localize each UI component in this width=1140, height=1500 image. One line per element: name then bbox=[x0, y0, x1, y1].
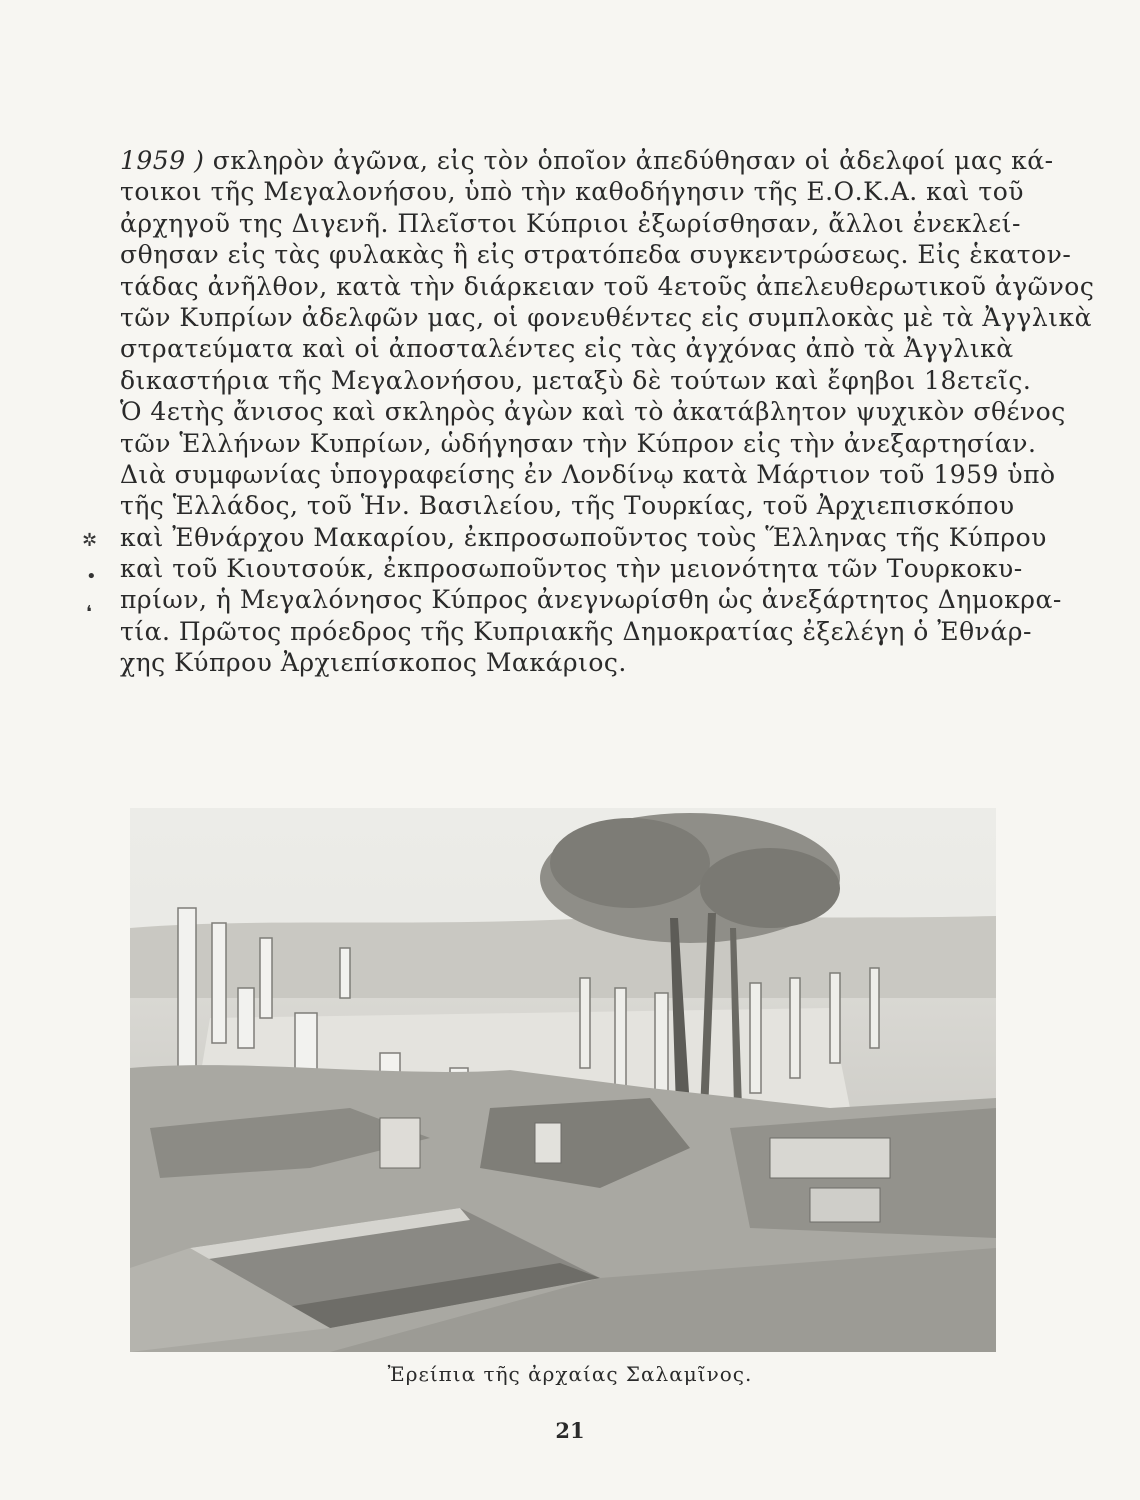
margin-asterisk-mark: ✲ bbox=[82, 530, 98, 551]
text-line: τῶν Κυπρίων ἀδελφῶν μας, οἱ φονευθέντες εἰς συμπλοκὰς μὲ τὰ Ἀγγλικὰ bbox=[120, 302, 1092, 332]
text-line: τία. Πρῶτος πρόεδρος τῆς Κυπριακῆς Δημοκρατίας ἐξελέγη ὁ Ἐθνάρ- bbox=[120, 616, 1032, 646]
text-line: Διὰ συμφωνίας ὑπογραφείσης ἐν Λονδίνῳ κατὰ Μάρτιον τοῦ 1959 ὑπὸ bbox=[120, 459, 1056, 489]
text-line: στρατεύματα καὶ οἱ ἀποσταλέντες εἰς τὰς ἀγχόνας ἀπὸ τὰ Ἀγγλικὰ bbox=[120, 334, 1014, 364]
margin-marks bbox=[80, 530, 110, 640]
text-line: χης Κύπρου Ἀρχιεπίσκοπος Μακάριος. bbox=[120, 648, 627, 678]
text-line: τῆς Ἑλλάδος, τοῦ Ἡν. Βασιλείου, τῆς Τουρκίας, τοῦ Ἀρχιεπισκόπου bbox=[120, 491, 1015, 521]
ruins-photograph bbox=[130, 808, 996, 1352]
text-line: ἀρχηγοῦ της Διγενῆ. Πλεῖστοι Κύπριοι ἐξωρίσθησαν, ἄλλοι ἐνεκλεί- bbox=[120, 208, 1021, 238]
text-line: δικαστήρια τῆς Μεγαλονήσου, μεταξὺ δὲ τούτων καὶ ἔφηβοι 18ετεῖς. bbox=[120, 365, 1032, 395]
text-line: καὶ Ἐθνάρχου Μακαρίου, ἐκπροσωποῦντος τοὺς Ἕλληνας τῆς Κύπρου bbox=[120, 522, 1047, 552]
text-line: σθησαν εἰς τὰς φυλακὰς ἢ εἰς στρατόπεδα συγκεντρώσεως. Εἰς ἑκατον- bbox=[120, 240, 1072, 270]
year-reference: 1959 ) bbox=[120, 146, 205, 175]
body-text bbox=[120, 145, 1095, 679]
photo-caption: Ἐρείπια τῆς ἀρχαίας Σαλαμῖνος. bbox=[387, 1362, 753, 1386]
text-line: τῶν Ἑλλήνων Κυπρίων, ὡδήγησαν τὴν Κύπρον εἰς τὴν ἀνεξαρτησίαν. bbox=[120, 428, 1037, 458]
page-number: 21 bbox=[555, 1418, 585, 1443]
margin-dot-mark: • bbox=[86, 566, 97, 587]
text-line: τάδας ἀνῆλθον, κατὰ τὴν διάρκειαν τοῦ 4ετοῦς ἀπελευθερωτικοῦ ἀγῶνος bbox=[120, 271, 1095, 301]
text-line: Ὁ 4ετὴς ἄνισος καὶ σκληρὸς ἀγὼν καὶ τὸ ἀκατάβλητον ψυχικὸν σθένος bbox=[120, 397, 1066, 427]
text-line: καὶ τοῦ Κιουτσούκ, ἐκπροσωποῦντος τὴν μειονότητα τῶν Τουρκοκυ- bbox=[120, 554, 1023, 584]
text-line: 1959 ) σκληρὸν ἀγῶνα, εἰς τὸν ὁποῖον ἀπεδύθησαν οἱ ἀδελφοί μας κά- bbox=[120, 146, 1054, 175]
text-line: πρίων, ἡ Μεγαλόνησος Κύπρος ἀνεγνωρίσθη ὡς ἀνεξάρτητος Δημοκρα- bbox=[120, 585, 1062, 615]
margin-quote-mark: ❛ bbox=[86, 602, 92, 623]
text-line: τοικοι τῆς Μεγαλονήσου, ὑπὸ τὴν καθοδήγησιν τῆς Ε.Ο.Κ.Α. καὶ τοῦ bbox=[120, 177, 1024, 207]
ruins-photo-illustration bbox=[130, 808, 996, 1352]
